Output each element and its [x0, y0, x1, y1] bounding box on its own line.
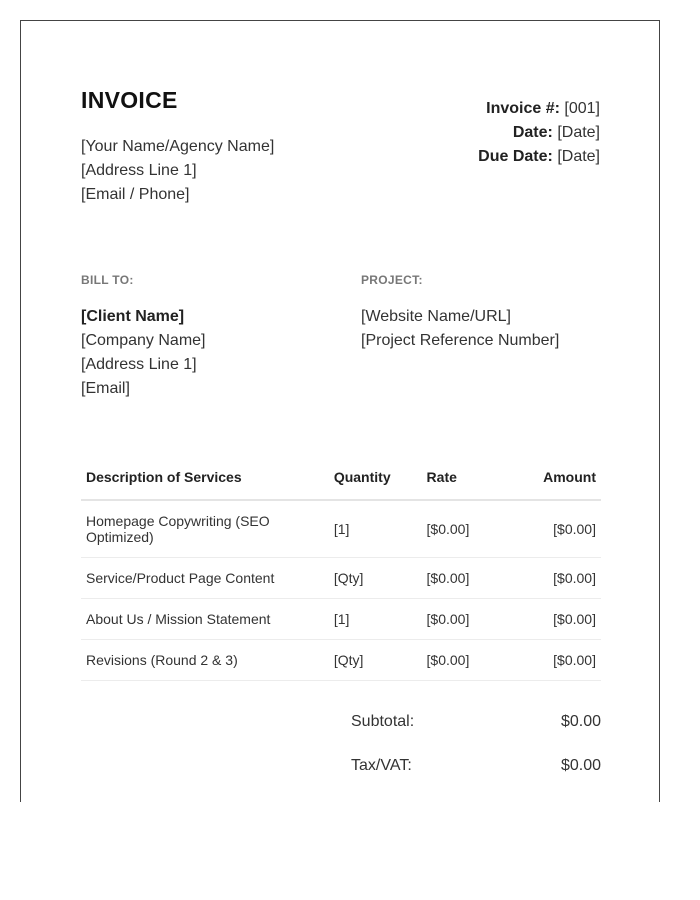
- row-quantity: [Qty]: [329, 558, 422, 599]
- due-date-label: Due Date:: [478, 148, 553, 165]
- subtotal-label: Subtotal:: [351, 713, 415, 730]
- header-amount: Amount: [513, 455, 601, 500]
- row-description: Service/Product Page Content: [81, 558, 329, 599]
- table-row: [81, 599, 601, 640]
- table-header-row: [81, 455, 601, 500]
- invoice-date-label: Date:: [512, 124, 553, 141]
- row-description: About Us / Mission Statement: [81, 599, 329, 640]
- row-amount: [$0.00]: [513, 558, 601, 599]
- row-quantity: [1]: [329, 500, 422, 558]
- company-name: [Company Name]: [81, 332, 206, 349]
- sender-name: [Your Name/Agency Name]: [81, 138, 275, 155]
- invoice-number-value: [001]: [564, 100, 600, 117]
- row-rate: [$0.00]: [422, 500, 514, 558]
- header-description: Description of Services: [81, 455, 329, 500]
- invoice-date-value: [Date]: [557, 124, 600, 141]
- sender-info: [81, 135, 274, 207]
- tax-row: [351, 755, 601, 799]
- client-email: [Email]: [81, 380, 130, 397]
- project-website: [Website Name/URL]: [361, 308, 511, 325]
- row-description: Revisions (Round 2 & 3): [81, 640, 329, 681]
- subtotal-row: [351, 711, 601, 755]
- project-block: [361, 305, 559, 353]
- bill-to-label: BILL TO:: [81, 273, 134, 287]
- invoice-number-line: [478, 97, 600, 121]
- invoice-page: [20, 20, 660, 802]
- header-quantity: Quantity: [329, 455, 422, 500]
- sender-contact: [Email / Phone]: [81, 186, 190, 203]
- row-rate: [$0.00]: [422, 640, 514, 681]
- tax-label: Tax/VAT:: [351, 757, 412, 774]
- row-amount: [$0.00]: [513, 640, 601, 681]
- header-rate: Rate: [422, 455, 514, 500]
- row-amount: [$0.00]: [513, 500, 601, 558]
- project-label: PROJECT:: [361, 273, 423, 287]
- row-quantity: [Qty]: [329, 640, 422, 681]
- table-row: [81, 640, 601, 681]
- row-quantity: [1]: [329, 599, 422, 640]
- row-amount: [$0.00]: [513, 599, 601, 640]
- bill-to-block: [81, 305, 206, 401]
- row-description: Homepage Copywriting (SEO Optimized): [81, 500, 329, 558]
- row-rate: [$0.00]: [422, 599, 514, 640]
- row-rate: [$0.00]: [422, 558, 514, 599]
- invoice-date-line: [478, 121, 600, 145]
- tax-value: $0.00: [560, 757, 601, 774]
- services-table: [81, 455, 601, 681]
- client-name: [Client Name]: [81, 308, 185, 325]
- client-address: [Address Line 1]: [81, 356, 197, 373]
- due-date-value: [Date]: [557, 148, 600, 165]
- invoice-meta: [478, 97, 600, 169]
- project-reference: [Project Reference Number]: [361, 332, 560, 349]
- invoice-number-label: Invoice #:: [486, 100, 560, 117]
- totals-block: [351, 711, 601, 799]
- subtotal-value: $0.00: [560, 713, 601, 730]
- table-row: [81, 500, 601, 558]
- invoice-title: INVOICE: [81, 87, 178, 113]
- table-row: [81, 558, 601, 599]
- sender-address: [Address Line 1]: [81, 162, 197, 179]
- due-date-line: [478, 145, 600, 169]
